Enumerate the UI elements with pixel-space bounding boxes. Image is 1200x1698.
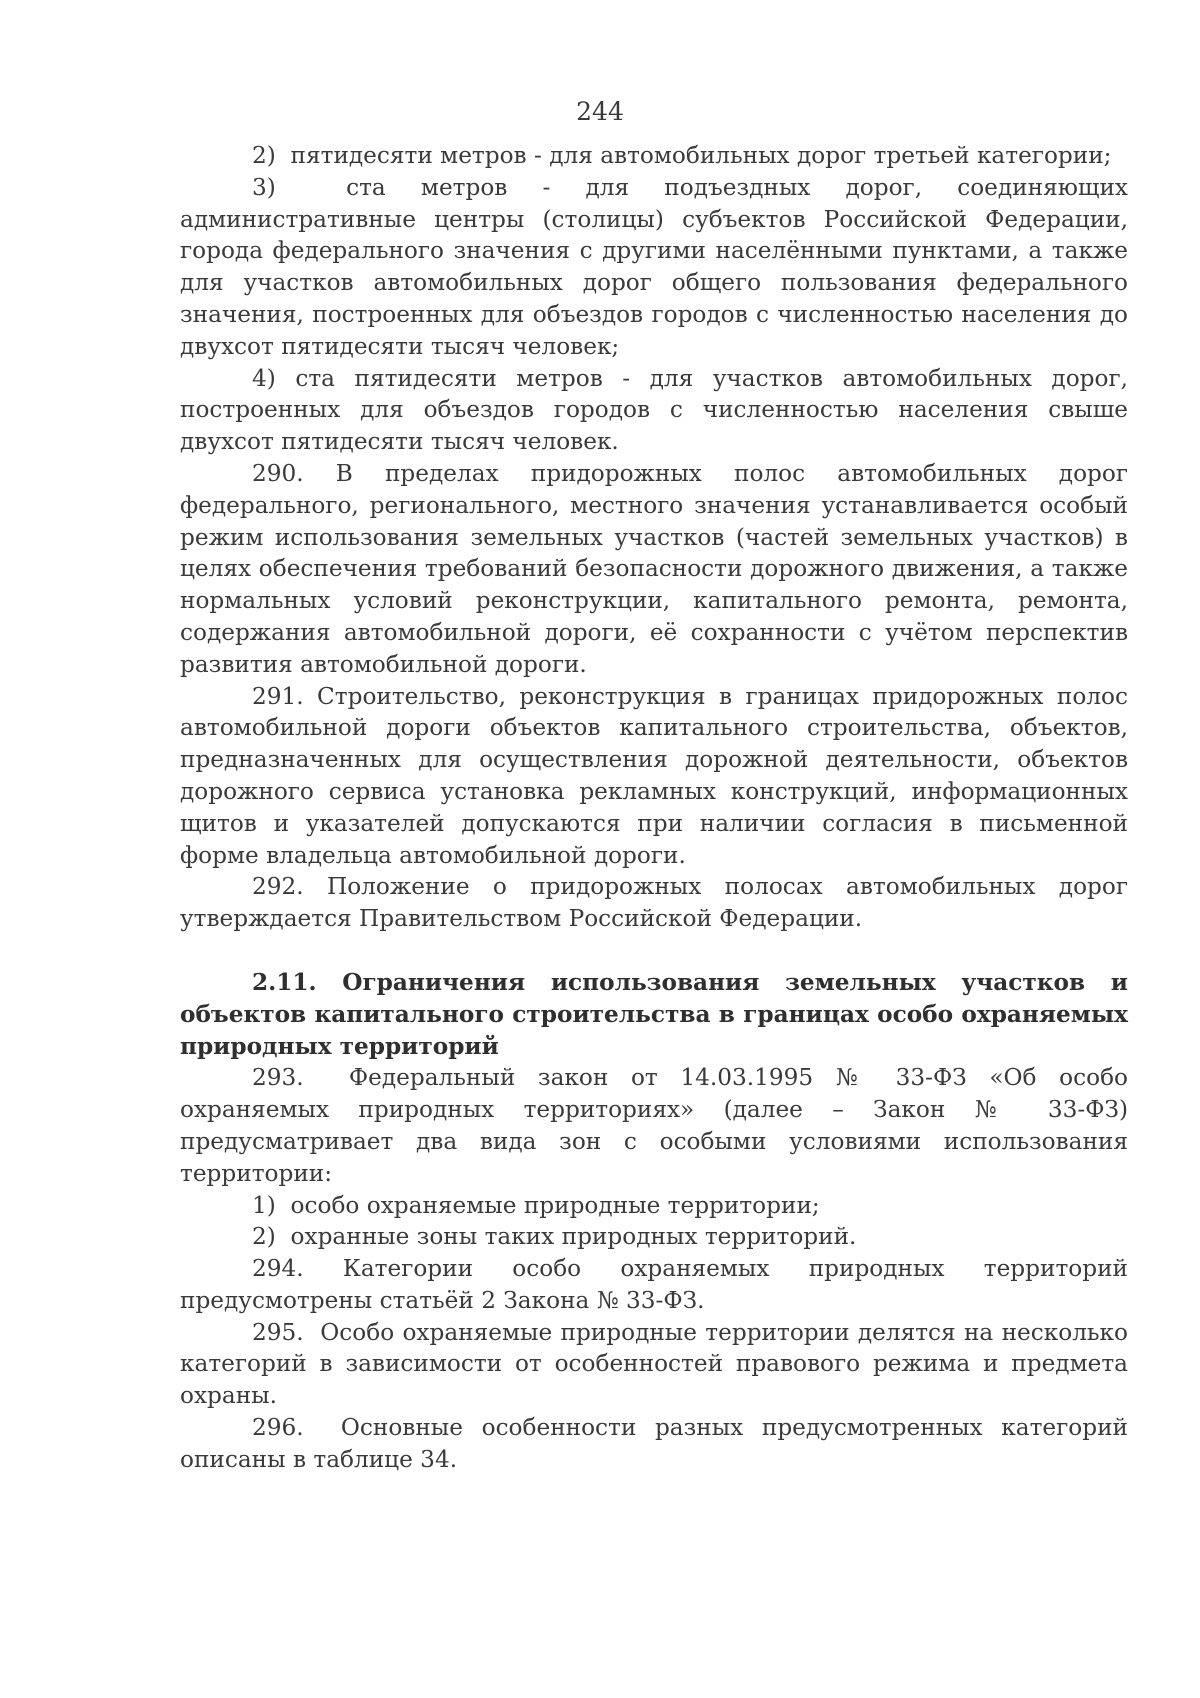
list-item-road-category-3: 2) пятидесяти метров - для автомобильных дорог третьей категории;: [252, 142, 1112, 169]
paragraph-296: 296. Основные особенности разных предусмотренных категорий описаны в таблице 34.: [180, 1414, 1128, 1473]
paragraph-294: 294. Категории особо охраняемых природных территорий предусмотрены статьёй 2 Закона № 33-ФЗ.: [180, 1255, 1128, 1314]
section-heading: 2.11. Ограничения использования земельных участков и объектов капитального строительства в границах особо охраняемых природных территорий: [180, 968, 1128, 1060]
paragraph-292: 292. Положение о придорожных полосах автомобильных дорог утверждается Правительством Российской Федерации.: [180, 873, 1128, 933]
paragraph-291: 291. Строительство, реконструкция в границах придорожных полос автомобильной дороги объектов капитального строительства, объектов, предназначенных для осуществления дорожной деятельности, объектов дорожного сервиса установка рекламных конструкций, информационных щитов и указателей допускаются при наличии согласия в письменной форме владельца автомобильной дороги.: [180, 682, 1128, 869]
page-number: 244: [576, 97, 624, 126]
paragraph-293: 293. Федеральный закон от 14.03.1995 № 33-ФЗ «Об особо охраняемых природных территориях» (далее – Закон № 33-ФЗ) предусматривает два вида зон с особыми условиями использования территории:: [180, 1064, 1128, 1187]
list-item-access-roads: 3) ста метров - для подъездных дорог, соединяющих административные центры (столицы) субъектов Российской Федерации, города федерального значения с другими населёнными пунктами, а также для участков автомобильных дорог общего пользования федерального значения, построенных для объездов городов с численностью населения до двухсот пятидесяти тысяч человек;: [180, 173, 1128, 360]
page-body: [180, 140, 1128, 1476]
list-item-bypass-roads: 4) ста пятидесяти метров - для участков автомобильных дорог, построенных для объездов городов с численностью населения свыше двухсот пятидесяти тысяч человек.: [180, 364, 1128, 456]
list-item-protected-territories: 1) особо охраняемые природные территории;: [252, 1191, 820, 1219]
paragraph-290: 290. В пределах придорожных полос автомобильных дорог федерального, регионального, местного значения устанавливается особый режим использования земельных участков (частей земельных участков) в целях обеспечения требований безопасности дорожного движения, а также нормальных условий реконструкции, капитального ремонта, ремонта, содержания автомобильной дороги, её сохранности с учётом перспектив развития автомобильной дороги.: [180, 459, 1128, 678]
list-item-protection-zones: 2) охранные зоны таких природных территорий.: [252, 1223, 857, 1251]
paragraph-295: 295. Особо охраняемые природные территории делятся на несколько категорий в зависимости от особенностей правового режима и предмета охраны.: [180, 1318, 1128, 1410]
